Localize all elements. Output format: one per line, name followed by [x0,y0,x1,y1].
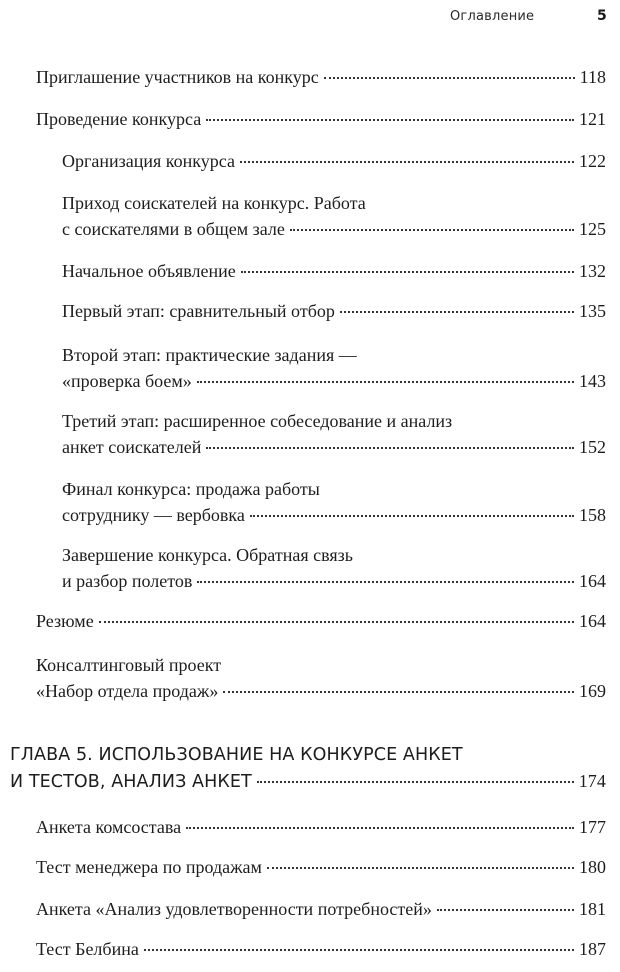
dot-leader [197,580,574,583]
toc-entry-title: Приход соискателей на конкурс. Работа [62,193,366,213]
dot-leader [186,826,574,829]
toc-entry[interactable] [62,476,606,528]
dot-leader [437,908,574,911]
chapter-title: ГЛАВА 5. ИСПОЛЬЗОВАНИЕ НА КОНКУРСЕ АНКЕТ [10,745,463,765]
toc-entry-title: Второй этап: практические задания — [62,345,357,365]
toc-entry-page: 152 [579,437,606,457]
page-number: 5 [597,8,607,24]
toc-entry-title: Первый этап: сравнительный отбор [62,301,335,321]
toc-entry-title-continued: с соискателями в общем зале [62,219,285,239]
toc-entry-page: 158 [579,505,606,525]
toc-chapter-entry[interactable] [10,742,606,795]
toc-entry-page: 122 [579,151,606,171]
dot-leader [99,620,574,623]
toc-entry-page: 181 [579,899,606,919]
toc-entry-page: 174 [578,771,606,791]
toc-entry-title: Проведение конкурса [36,109,202,129]
toc-entry-page: 135 [579,301,606,321]
dot-leader [257,780,574,783]
toc-entry[interactable] [36,652,606,704]
toc-entry[interactable] [36,64,606,90]
toc-entry-title: Тест Белбина [36,939,139,959]
dot-leader [223,690,574,693]
toc-entry[interactable] [62,148,606,174]
toc-entry-title: Приглашение участников на конкурс [36,67,319,87]
toc-entry-title: Резюме [36,611,94,631]
toc-entry-title: Тест менеджера по продажам [36,857,262,877]
dot-leader [267,866,574,869]
toc-entry[interactable] [36,896,606,922]
toc-entry-title: Завершение конкурса. Обратная связь [62,545,353,565]
dot-leader [340,310,574,313]
toc-entry[interactable] [36,106,606,132]
toc-entry[interactable] [36,854,606,880]
toc-entry[interactable] [62,408,606,460]
dot-leader [144,948,574,951]
dot-leader [206,118,574,121]
dot-leader [324,76,575,79]
toc-entry-title: Анкета комсостава [36,817,182,837]
toc-entry[interactable] [36,814,606,840]
toc-entry-title: Третий этап: расширенное собеседование и анализ [62,411,453,431]
dot-leader [240,160,574,163]
toc-entry[interactable] [62,258,606,284]
dot-leader [241,270,574,273]
toc-entry-title: Финал конкурса: продажа работы [62,479,320,499]
toc-entry-title: Консалтинговый проект [36,655,222,675]
toc-entry-page: 125 [579,219,606,239]
dot-leader [250,514,574,517]
toc-entry-page: 187 [579,939,606,959]
toc-entry-title-continued: анкет соискателей [62,437,202,457]
toc-entry[interactable] [62,190,606,242]
toc-entry[interactable] [62,342,606,394]
toc-entry-title: Начальное объявление [62,261,236,281]
toc-entry-page: 118 [579,67,606,87]
dot-leader [290,228,574,231]
toc-entry-title-continued: сотруднику — вербовка [62,505,245,525]
toc-entry[interactable] [62,298,606,324]
toc-entry-title-continued: «Набор отдела продаж» [36,681,219,701]
toc-entry-page: 143 [579,371,606,391]
toc-entry[interactable] [62,542,606,594]
toc-entry-page: 121 [579,109,606,129]
toc-entry[interactable] [36,936,606,962]
toc-entry-page: 164 [579,571,606,591]
toc-entry-page: 180 [579,857,606,877]
toc-entry[interactable] [36,608,606,634]
toc-entry-title: Анкета «Анализ удовлетворенности потребностей» [36,899,432,919]
chapter-title-continued: И ТЕСТОВ, АНАЛИЗ АНКЕТ [10,772,252,792]
running-header-title: Оглавление [450,9,535,24]
toc-entry-title: Организация конкурса [62,151,235,171]
toc-entry-page: 164 [579,611,606,631]
toc-entry-title-continued: и разбор полетов [62,571,193,591]
toc-entry-page: 132 [579,261,606,281]
dot-leader [206,446,574,449]
toc-entry-page: 177 [579,817,606,837]
toc-entry-title-continued: «проверка боем» [62,371,192,391]
toc-entry-page: 169 [579,681,606,701]
dot-leader [197,380,574,383]
